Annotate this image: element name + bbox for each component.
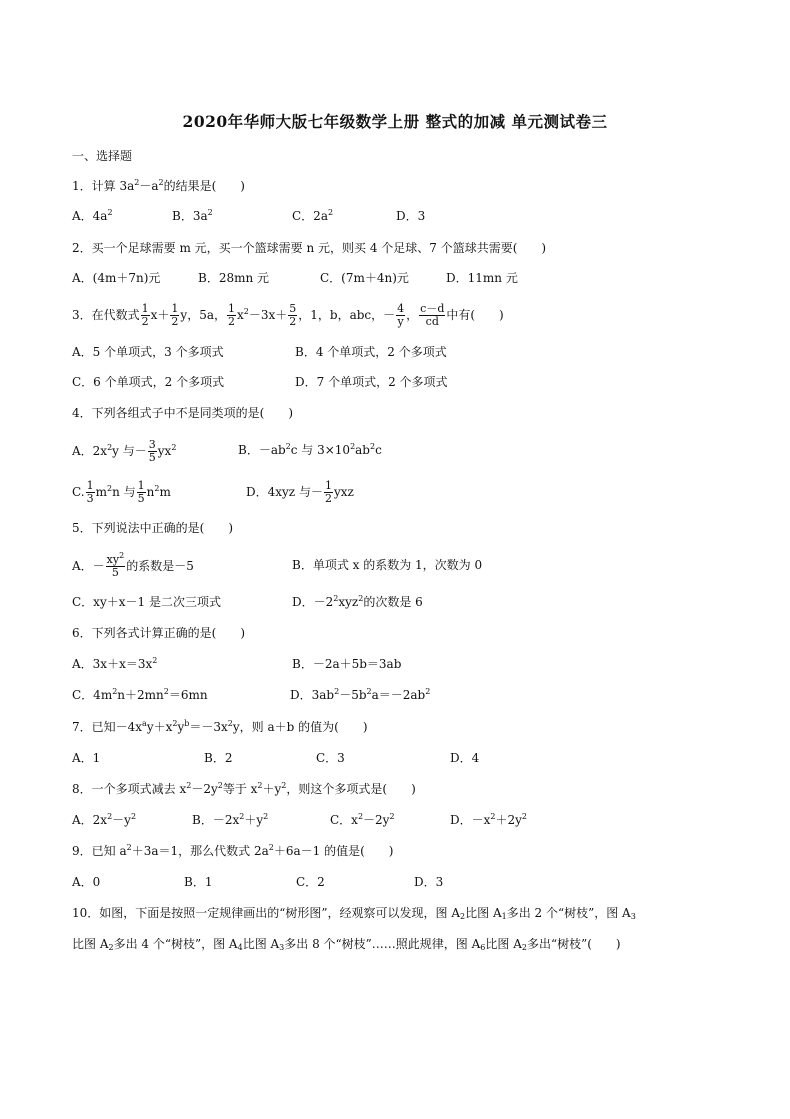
question-6-stem: 6．下列各式计算正确的是( ) (72, 626, 245, 640)
q8-option-a[interactable]: A．$2x^2-y^2$ (72, 812, 137, 827)
fraction: $\frac{c-d}{cd}$ (420, 302, 445, 328)
q6-option-d[interactable]: D．$3ab^2-5b^2a=-2ab^2$ (290, 687, 431, 702)
q3-option-d[interactable]: D．7 个单项式，2 个多项式 (295, 375, 448, 389)
section-heading: 一、选择题 (72, 149, 133, 163)
q6-option-c[interactable]: C．$4m^2n+2mn^2=6mn$ (72, 687, 208, 702)
q4-option-b[interactable]: B．$-ab^2c$ 与 $3\times 10^2ab^2c$ (238, 442, 382, 457)
q7-option-d[interactable]: D．4 (450, 751, 480, 765)
fraction: $\frac{1}{5}$ (137, 479, 145, 505)
q1-option-a[interactable]: A．$4a^2$ (72, 208, 113, 223)
q7-option-a[interactable]: A．1 (72, 751, 101, 765)
q9-option-b[interactable]: B．1 (184, 875, 213, 889)
fraction: $\frac{1}{2}$ (228, 302, 235, 328)
fraction: $\frac{xy^2}{5}$ (106, 551, 125, 579)
q1-option-c[interactable]: C．$2a^2$ (292, 208, 334, 223)
question-2-stem: 2．买一个足球需要 m 元，买一个篮球需要 n 元，则买 4 个足球、7 个篮球共需要( ) (72, 241, 547, 255)
q8-option-d[interactable]: D．$-x^2+2y^2$ (450, 812, 527, 827)
question-10-stem-line-1: 10．如图，下面是按照一定规律画出的“树形图”，经观察可以发现，图 $A_2$比图 $A_1$多出 2 个“树枝”，图 $A_3$ (72, 906, 636, 921)
q2-option-d[interactable]: D．11mn 元 (446, 271, 518, 285)
q4-option-d[interactable]: D．4xyz 与－ $\frac{1}{2}$ yxz (246, 479, 354, 505)
page-title: 2020年华师大版七年级数学上册 整式的加减 单元测试卷三 (182, 112, 608, 131)
q5-option-a[interactable]: A．－ $\frac{xy^2}{5}$ 的系数是－5 (72, 551, 194, 579)
fraction: $\frac{1}{2}$ (324, 479, 332, 505)
q6-option-a[interactable]: A．$3x+x=3x^2$ (72, 656, 158, 671)
fraction: $\frac{1}{2}$ (141, 302, 149, 328)
fraction: $\frac{3}{5}$ (148, 438, 156, 464)
question-3-stem: 3．在代数式 $\frac{1}{2}$ x＋ $\frac{1}{2}$ y，5a， $\frac{1}{2}$ $x^2-3x+$ $\frac{5}{2}$ ，1，b，abc，－ $\frac{4}{y}$ ， $\frac{c-d}{cd}$ 中有( ) (72, 302, 504, 328)
q3-option-a[interactable]: A．5 个单项式，3 个多项式 (72, 345, 224, 359)
q9-option-d[interactable]: D．3 (414, 875, 444, 889)
q5-option-d[interactable]: D．$-2^2xyz^2$的次数是 6 (292, 594, 423, 609)
question-5-stem: 5．下列说法中正确的是( ) (72, 521, 233, 535)
q9-option-a[interactable]: A．0 (72, 875, 101, 889)
question-4-stem: 4．下列各组式子中不是同类项的是( ) (72, 406, 293, 420)
q6-option-b[interactable]: B．－2a＋5b＝3ab (292, 657, 402, 671)
question-10-stem-line-2: 比图 $A_2$多出 4 个“树枝”，图 $A_4$比图 $A_3$多出 8 个“树枝”……照此规律，图 $A_6$比图 $A_2$多出“树枝”( ) (72, 937, 621, 952)
question-1-stem: 1．计算 $3a^2-a^2$的结果是( ) (72, 178, 245, 193)
q8-option-c[interactable]: C．$x^2-2y^2$ (330, 812, 395, 827)
q7-option-c[interactable]: C．3 (316, 751, 345, 765)
question-9-stem: 9．已知 $a^2+3a=1$，那么代数式 $2a^2+6a-1$ 的值是( ) (72, 843, 394, 858)
fraction: $\frac{4}{y}$ (397, 302, 405, 328)
q7-option-b[interactable]: B．2 (204, 751, 233, 765)
q4-option-c[interactable]: C. $\frac{1}{3}$ $m^2n$ 与 $\frac{1}{5}$ $n^2m$ (72, 479, 171, 505)
q5-option-c[interactable]: C．xy＋x－1 是二次三项式 (72, 595, 221, 609)
q2-option-c[interactable]: C．(7m＋4n)元 (320, 271, 409, 285)
q3-option-b[interactable]: B．4 个单项式，2 个多项式 (295, 345, 447, 359)
q5-option-b[interactable]: B．单项式 x 的系数为 1，次数为 0 (292, 558, 483, 572)
fraction: $\frac{1}{3}$ (86, 479, 94, 505)
fraction: $\frac{5}{2}$ (289, 302, 297, 328)
q4-option-a[interactable]: A．$2x^2y$ 与－ $\frac{3}{5}$ $yx^2$ (72, 438, 177, 464)
q8-option-b[interactable]: B．$-2x^2+y^2$ (192, 812, 269, 827)
q3-option-c[interactable]: C．6 个单项式，2 个多项式 (72, 375, 225, 389)
question-8-stem: 8．一个多项式减去 $x^2-2y^2$等于 $x^2+y^2$，则这个多项式是( ) (72, 781, 416, 796)
fraction: $\frac{1}{2}$ (171, 302, 179, 328)
q2-option-a[interactable]: A．(4m＋7n)元 (72, 271, 161, 285)
q9-option-c[interactable]: C．2 (296, 875, 325, 889)
q1-option-d[interactable]: D．3 (396, 209, 426, 223)
question-7-stem: 7．已知$-4x^ay+x^2y^b=-3x^2y$，则 a＋b 的值为( ) (72, 719, 368, 734)
q2-option-b[interactable]: B．28mn 元 (198, 271, 270, 285)
q1-option-b[interactable]: B．$3a^2$ (172, 208, 213, 223)
